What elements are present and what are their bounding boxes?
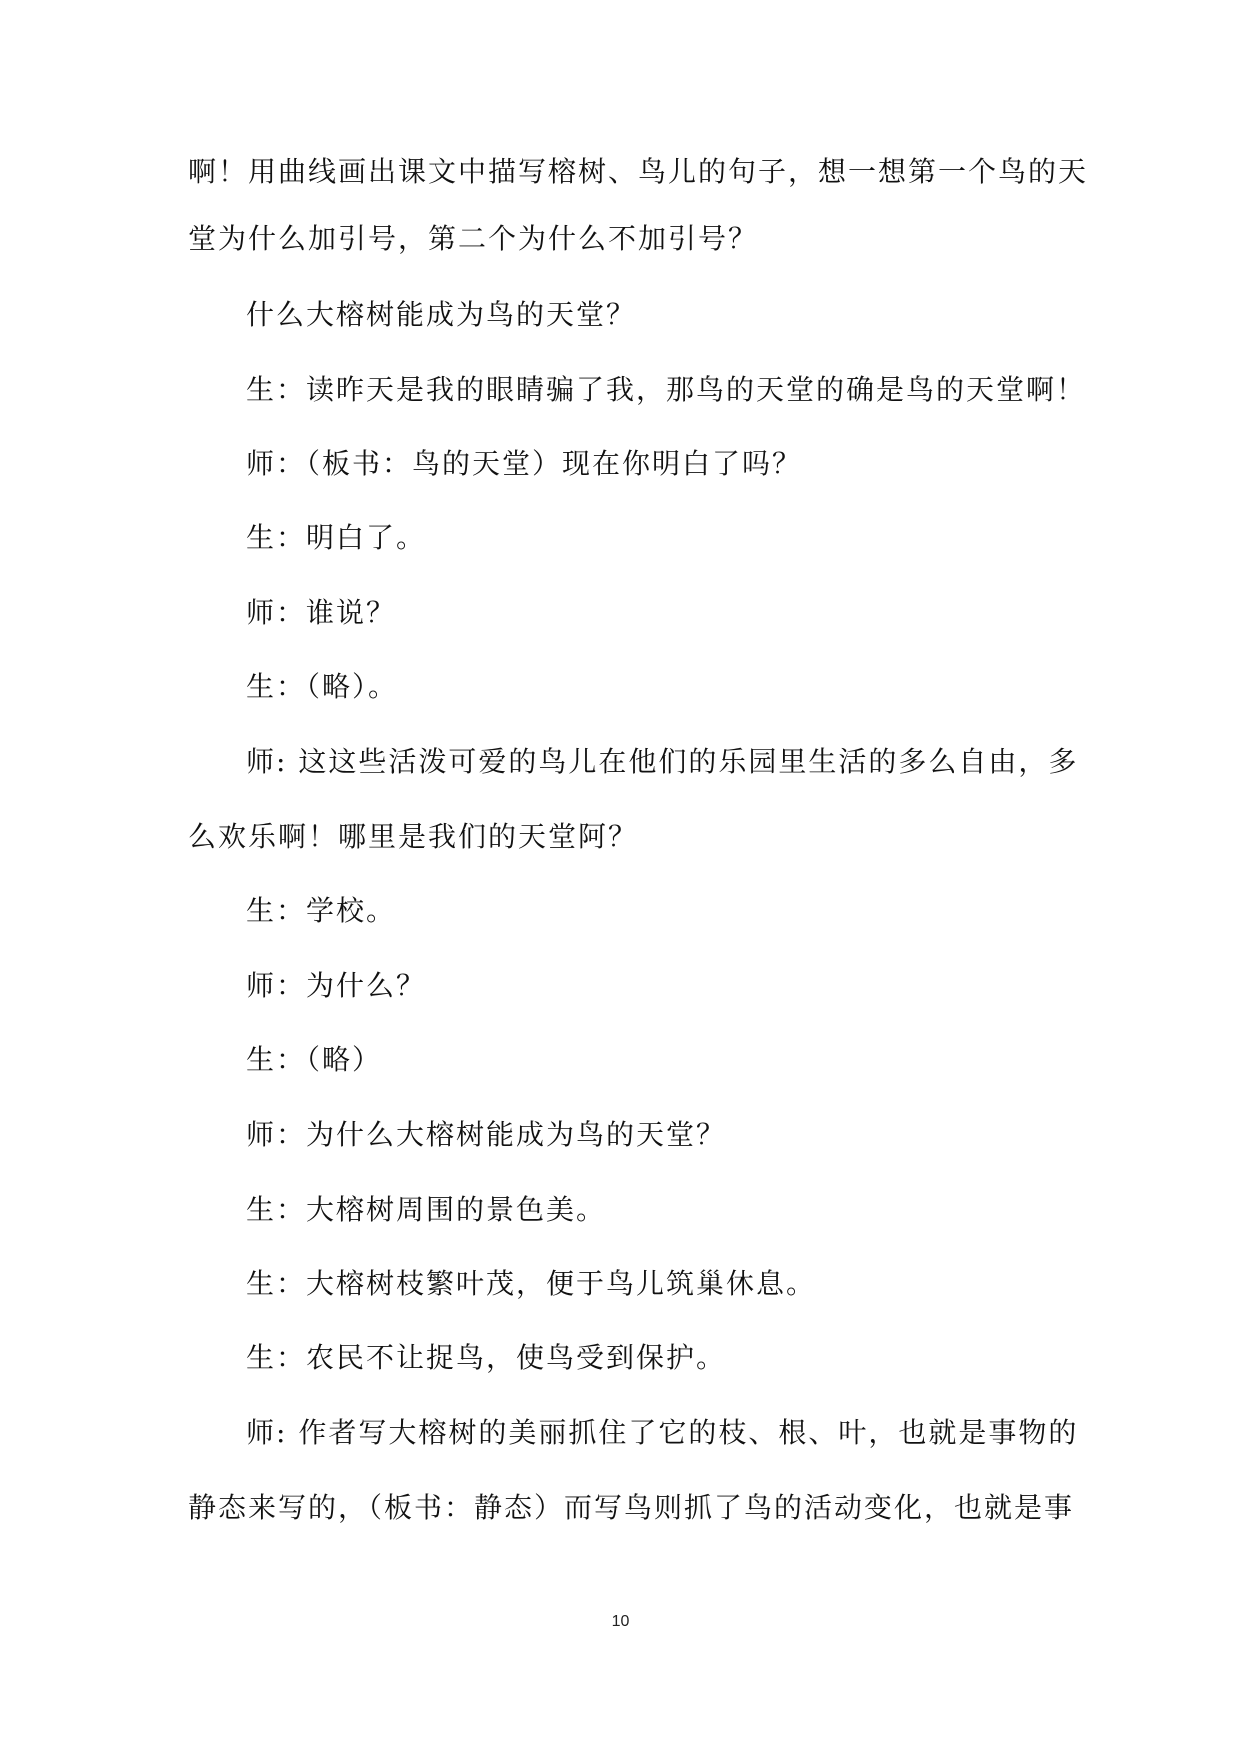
text-line-11: 生：学校。 xyxy=(246,894,397,927)
text-line-8: 生：（略）。 xyxy=(246,670,399,703)
text-line-18: 师: 作者写大榕树的美丽抓住了它的枝、根、叶，也就是事物的 xyxy=(246,1416,1079,1449)
text-line-15: 生：大榕树周围的景色美。 xyxy=(246,1193,607,1226)
text-line-4: 生：读昨天是我的眼睛骗了我，那鸟的天堂的确是鸟的天堂啊！ xyxy=(246,373,1087,406)
text-line-14: 师：为什么大榕树能成为鸟的天堂？ xyxy=(246,1118,727,1151)
text-line-2: 堂为什么加引号，第二个为什么不加引号？ xyxy=(188,222,759,255)
text-line-16: 生：大榕树枝繁叶茂，便于鸟儿筑巢休息。 xyxy=(246,1267,817,1300)
text-line-13: 生：（略） xyxy=(246,1043,383,1076)
text-line-1: 啊！用曲线画出课文中描写榕树、鸟儿的句子，想一想第一个鸟的天 xyxy=(188,155,1089,188)
text-line-17: 生：农民不让捉鸟，使鸟受到保护。 xyxy=(246,1341,727,1374)
text-line-3: 什么大榕树能成为鸟的天堂？ xyxy=(246,298,637,331)
page-number: 10 xyxy=(611,1613,630,1630)
text-line-5: 师：（板书：鸟的天堂）现在你明白了吗？ xyxy=(246,447,803,480)
text-line-10: 么欢乐啊！哪里是我们的天堂阿？ xyxy=(188,820,639,853)
text-line-12: 师：为什么？ xyxy=(246,969,427,1002)
text-line-6: 生：明白了。 xyxy=(246,521,427,554)
text-line-7: 师：谁说？ xyxy=(246,596,397,629)
text-line-19: 静态来写的，（板书：静态）而写鸟则抓了鸟的活动变化，也就是事 xyxy=(188,1491,1075,1524)
text-line-9: 师: 这这些活泼可爱的鸟儿在他们的乐园里生活的多么自由，多 xyxy=(246,745,1079,778)
